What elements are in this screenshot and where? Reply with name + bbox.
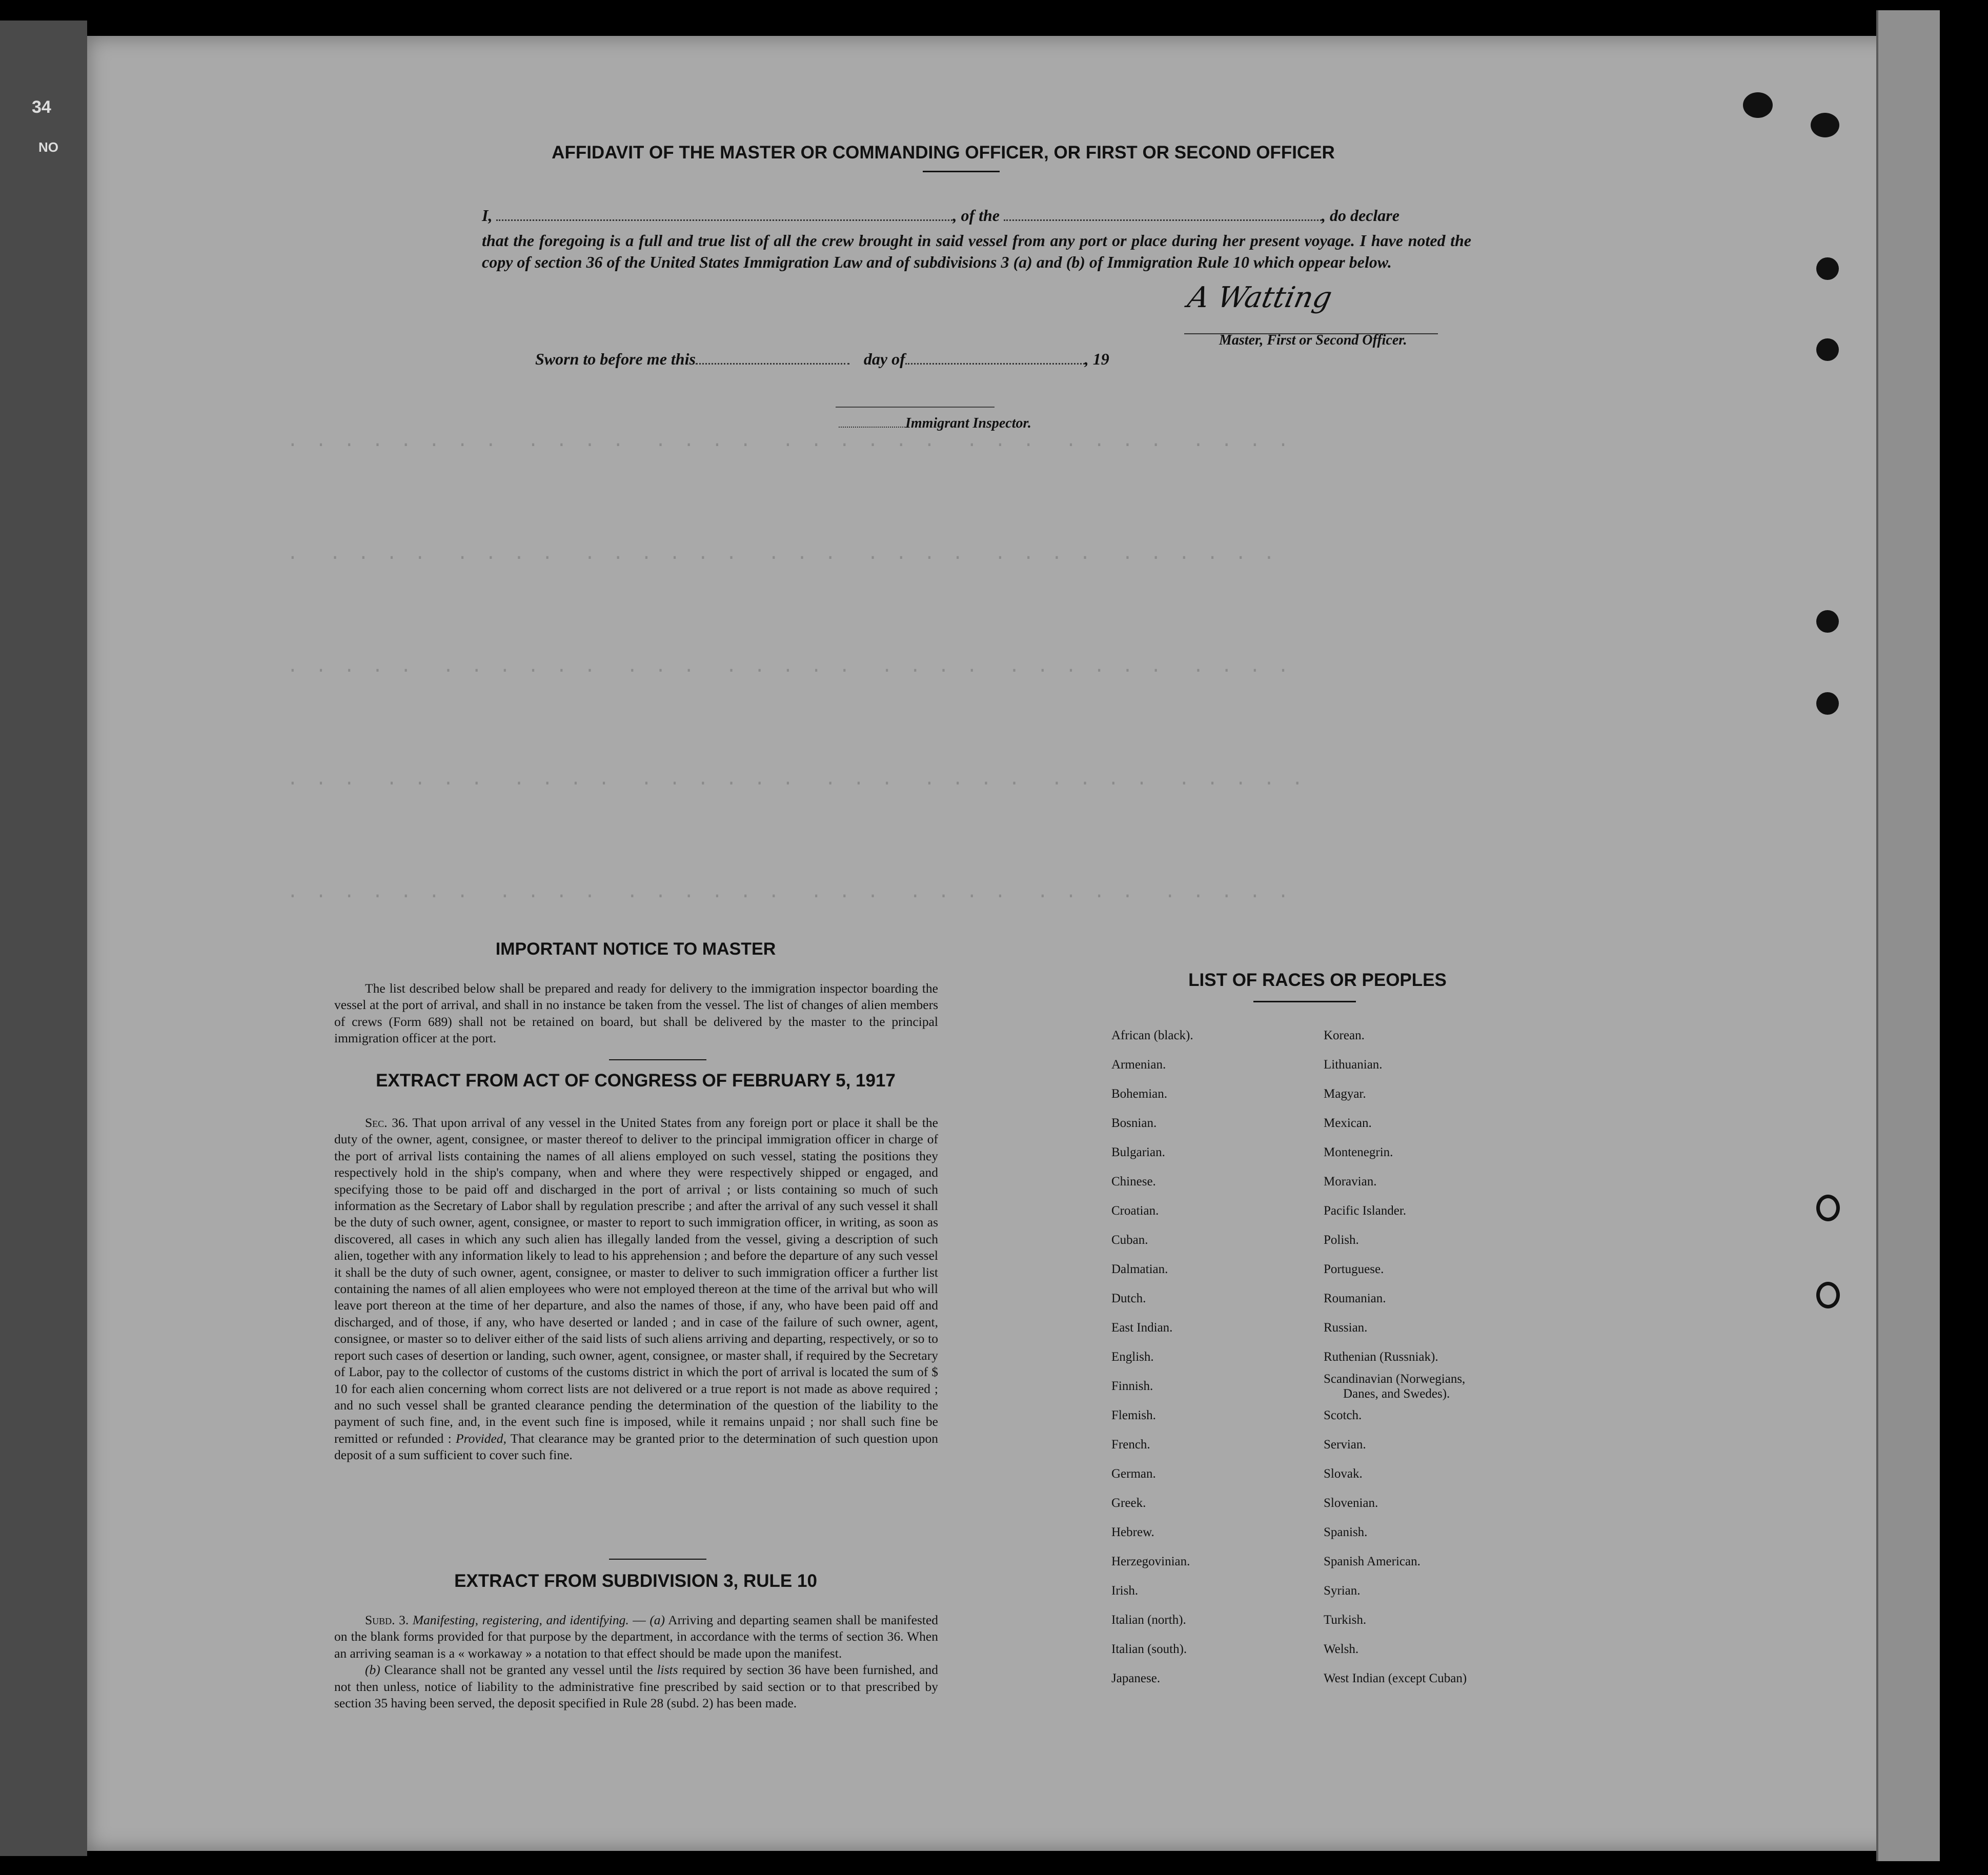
section-36-paragraph <box>334 1115 938 1464</box>
binder-hole <box>1816 1282 1840 1308</box>
race-item: Moravian. <box>1324 1175 1377 1188</box>
notice-title: IMPORTANT NOTICE TO MASTER <box>495 939 776 959</box>
rule-body <box>334 1612 938 1711</box>
affidavit-of-the: , of the <box>952 206 1000 225</box>
subd-heading: Manifesting, registering, and identifying. <box>412 1612 629 1627</box>
race-item: Slovenian. <box>1324 1496 1378 1510</box>
race-item: Hebrew. <box>1111 1525 1154 1539</box>
title-rule <box>1253 1001 1356 1002</box>
affidavit-body: that the foregoing is a full and true list of all the crew brought in said vessel from any port or place during her present voyage. I have noted the copy of section 36 of the United States Immigration Law and of subdivisions 3 (a) and (b) of Immigration Rule 10 which oppear below. <box>482 231 1471 271</box>
signature-caption: Master, First or Second Officer. <box>1219 332 1407 348</box>
inspector-signature-line <box>836 407 995 408</box>
vessel-blank <box>1004 219 1322 221</box>
binder-hole <box>1816 1195 1840 1221</box>
binder-hole <box>1743 92 1773 118</box>
race-item: Bosnian. <box>1111 1116 1157 1130</box>
section-36-text: That upon arrival of any vessel in the United States from any foreign port or place it shall be the duty of the owner, agent, consignee, or master thereof to deliver to the principal immigration officer in charge of the port of arrival lists containing the names of all aliens employed on such vessel, stating the positions they respectively hold in the ship's company, when and where they were respectively shipped or engaged, and specifying those to be paid off and discharged in the port of arrival ; or lists containing so much of such information as the Secretary of Labor shall by regulation prescribe ; and after the arrival of any such vessel it shall be the duty of such owner, agent, consignee, or master to report to such immigration officer, in writing, as soon as discovered, all cases in which any such alien has illegally landed from the vessel, giving a description of such alien, together with any information likely to lead to his apprehension ; and before the departure of any such vessel it shall be the duty of such owner, agent, consignee, or master to deliver to such immigration officer a further list containing the names of all alien employees who were not employed thereon at the time of the arrival but who will leave port thereon at the time of her departure, and also the names of those, if any, who have been paid off and discharged, and of those, if any, who have deserted or landed ; and in case of the failure of such owner, agent, consignee, or master so to deliver either of the said lists of such aliens arriving and departing, respectively, or so to report such cases of desertion or landing, such owner, agent, consignee, or master shall, if required by the Secretary of Labor, pay to the collector of customs of the customs district in which the port of arrival is located the sum of $ 10 for each alien concerning whom correct lists are not delivered or a true report is not made as above required ; and no such vessel shall be granted clearance pending the determination of the question of the liability to the payment of such fine, and, in the event such fine is imposed, while it remains unpaid ; nor shall such fine be remitted or refunded : <box>334 1115 938 1446</box>
sworn-month-blank <box>905 363 1085 365</box>
race-item: Irish. <box>1111 1584 1139 1598</box>
race-item: Dutch. <box>1111 1292 1146 1305</box>
provided-label: Provided, <box>456 1430 506 1446</box>
notice-paragraph: The list described below shall be prepared and ready for delivery to the immigration inspector boarding the vessel at the port of arrival, and shall in no instance be taken from the vessel. The list of changes of alien members of crews (Form 689) shall not be retained on board, but shall be delivered by the master to the principal immigration officer at the port. <box>334 981 938 1046</box>
race-item: Mexican. <box>1324 1116 1372 1130</box>
subdivision-a-paragraph: Subd. 3. Manifesting, registering, and identifying. — (a) Arriving and departing seamen shall be manifested on the blank forms provided for that purpose by the department, in accordance with the terms of section 36. When an arriving seaman is a « workaway » a notation to that effect should be made upon the manifest. <box>334 1612 939 1661</box>
bleed-through-text: . . . . . . . . . . . . . . . . . . . . . . . . . . . . . . . . <box>287 543 1278 564</box>
notice-body <box>334 980 938 1047</box>
right-page-edge <box>1876 10 1940 1861</box>
race-item: Scotch. <box>1324 1408 1362 1422</box>
binder-hole <box>1816 257 1839 280</box>
race-item: Syrian. <box>1324 1584 1361 1598</box>
race-item: Pacific Islander. <box>1324 1204 1407 1218</box>
race-item: Spanish. <box>1324 1525 1368 1539</box>
race-item: Magyar. <box>1324 1087 1366 1101</box>
para-a-marker: (a) <box>650 1612 665 1627</box>
subd-label: Subd. 3. <box>365 1612 409 1627</box>
sworn-day-blank <box>696 363 849 365</box>
race-item: Flemish. <box>1111 1408 1156 1422</box>
race-item: Finnish. <box>1111 1379 1153 1393</box>
subdivision-b-paragraph <box>334 1662 938 1711</box>
race-item: Danes, and Swedes). <box>1343 1387 1450 1401</box>
race-item: Russian. <box>1324 1321 1368 1335</box>
act-title: EXTRACT FROM ACT OF CONGRESS OF FEBRUARY 5, 1917 <box>376 1071 896 1091</box>
race-item: West Indian (except Cuban) <box>1324 1671 1467 1685</box>
bleed-through-text: . . . . . . . . . . . . . . . . . . . . . . . . . . . . . . . . . <box>287 656 1292 677</box>
section-label: Sec. 36. <box>365 1115 409 1130</box>
edge-label-no: NO <box>38 139 58 155</box>
race-item: French. <box>1111 1438 1150 1451</box>
binder-hole <box>1816 338 1839 361</box>
race-item: Lithuanian. <box>1324 1058 1383 1072</box>
race-item: Ruthenian (Russniak). <box>1324 1350 1438 1364</box>
race-item: Cuban. <box>1111 1233 1148 1247</box>
race-item: Italian (north). <box>1111 1613 1186 1627</box>
race-item: Spanish American. <box>1324 1555 1421 1568</box>
sworn-year: , 19 <box>1084 350 1109 368</box>
race-item: German. <box>1111 1467 1156 1481</box>
bleed-through-text: . . . . . . . . . . . . . . . . . . . . . . . . . . . . . . . . . <box>287 431 1292 452</box>
act-body <box>334 1115 938 1464</box>
race-item: Slovak. <box>1324 1467 1363 1481</box>
race-item: English. <box>1111 1350 1154 1364</box>
races-title: LIST OF RACES OR PEOPLES <box>1188 970 1447 990</box>
race-item: Japanese. <box>1111 1671 1161 1685</box>
binder-hole <box>1816 692 1839 715</box>
name-blank <box>496 219 952 221</box>
section-rule <box>609 1059 706 1060</box>
race-item: East Indian. <box>1111 1321 1173 1335</box>
para-b-text-1: Clearance shall not be granted any vessel until the <box>384 1662 653 1678</box>
race-item: Bohemian. <box>1111 1087 1168 1101</box>
para-b-marker: (b) <box>365 1662 380 1678</box>
race-item: Servian. <box>1324 1438 1366 1451</box>
race-item: Korean. <box>1324 1029 1365 1042</box>
sworn-line <box>535 350 1109 369</box>
race-item: African (black). <box>1111 1029 1193 1042</box>
sworn-day-of: day of <box>863 350 905 368</box>
race-item: Polish. <box>1324 1233 1359 1247</box>
race-item: Bulgarian. <box>1111 1145 1165 1159</box>
race-item: Portuguese. <box>1324 1262 1384 1276</box>
affidavit-declare: , do declare <box>1322 206 1399 225</box>
race-item: Armenian. <box>1111 1058 1166 1072</box>
race-item: Croatian. <box>1111 1204 1159 1218</box>
sworn-prefix: Sworn to before me this <box>535 350 696 368</box>
race-item: Turkish. <box>1324 1613 1367 1627</box>
race-item: Scandinavian (Norwegians, <box>1324 1372 1466 1386</box>
inspector-caption: Immigrant Inspector. <box>905 415 1031 431</box>
race-item: Dalmatian. <box>1111 1262 1168 1276</box>
title-rule <box>923 171 1000 172</box>
race-item: Herzegovinian. <box>1111 1555 1190 1568</box>
race-item: Chinese. <box>1111 1175 1156 1188</box>
para-b-text-2: required by section 36 have been furnished, and not then unless, notice of liability to the administrative fine prescribed by said section or to that prescribed by section 35 having been served, the deposit specified in Rule 28 (subd. 2) has been made. <box>334 1662 939 1711</box>
binder-hole <box>1816 610 1839 633</box>
affidavit-declaration-line <box>482 206 1399 225</box>
provided-text: That clearance may be granted prior to the determination of such question upon deposit of a sum sufficient to cover such fine. <box>334 1430 939 1463</box>
bleed-through-text: . . . . . . . . . . . . . . . . . . . . . . . . . . . . . . . . . <box>287 769 1306 790</box>
affidavit-title: AFFIDAVIT OF THE MASTER OR COMMANDING OFFICER, OR FIRST OR SECOND OFFICER <box>552 143 1335 163</box>
affidavit-i: I, <box>482 206 493 225</box>
binder-hole <box>1811 113 1839 137</box>
race-item: Greek. <box>1111 1496 1146 1510</box>
left-page-edge <box>0 21 87 1856</box>
race-item: Montenegrin. <box>1324 1145 1393 1159</box>
para-b-lists: lists <box>657 1662 678 1678</box>
edge-label-number: 34 <box>32 97 51 117</box>
section-rule <box>609 1559 706 1560</box>
rule-title: EXTRACT FROM SUBDIVISION 3, RULE 10 <box>454 1571 817 1591</box>
race-item: Welsh. <box>1324 1642 1359 1656</box>
race-item: Italian (south). <box>1111 1642 1187 1656</box>
bleed-through-text: . . . . . . . . . . . . . . . . . . . . . . . . . . . . . . . . . <box>287 882 1292 903</box>
inspector-line <box>839 415 1031 432</box>
para-a-text: Arriving and departing seamen shall be manifested on the blank forms provided for that purpose by the department, in accordance with the terms of section 36. When an arriving seaman is a « workaway » a notation to that effect should be made upon the manifest. <box>334 1612 939 1661</box>
race-item: Roumanian. <box>1324 1292 1386 1305</box>
officer-signature: A Watting <box>1185 281 1335 314</box>
inspector-blank <box>839 427 905 428</box>
